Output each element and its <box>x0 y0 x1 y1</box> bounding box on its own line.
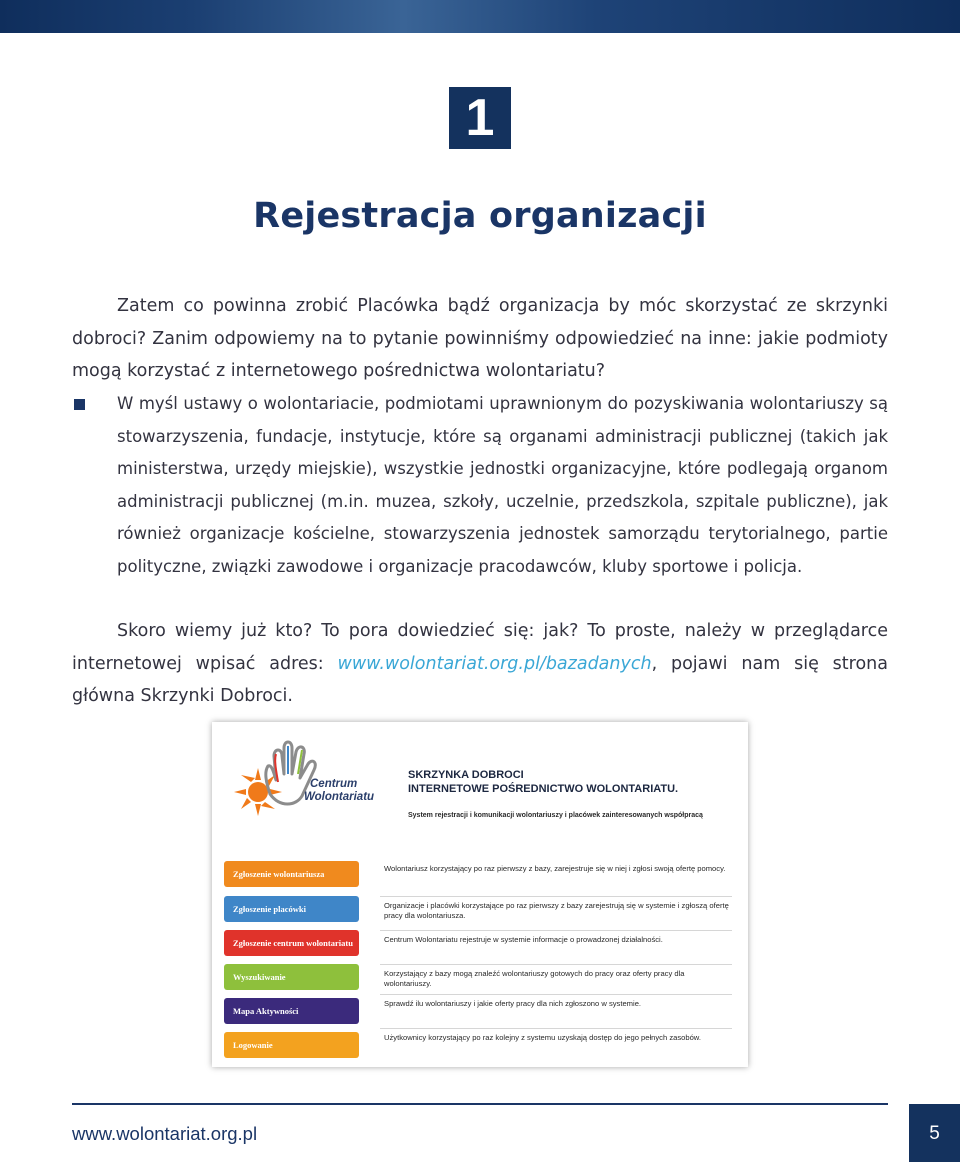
menu-button[interactable]: Zgłoszenie centrum wolontariatu <box>224 930 359 956</box>
description-item: Organizacje i placówki korzystające po raz pierwszy z bazy zarejestrują się w systemie i zgłoszą ofertę pracy dla wolontariusza. <box>380 896 732 921</box>
bullet-paragraph: W myśl ustawy o wolontariacie, podmiotami uprawnionym do pozyskiwania wolontariuszy są stowarzyszenia, fundacje, instytucje, które są organami administracji publicznej (takich jak ministerstwa, urzędy miejskie), wszystkie jednostki organizacyjne, które podlegają organom administracji publicznej (m.in. muzea, szkoły, uczelnie, przedszkola, szpitale publiczne), jak również organizacje kościelne, stowarzyszenia jednostek samorządu terytorialnego, partie polityczne, związki zawodowe i organizacje pracodawców, kluby sportowe i policja. <box>117 394 888 576</box>
footer-url[interactable]: www.wolontariat.org.pl <box>72 1123 258 1144</box>
bullet-square-icon <box>74 399 85 410</box>
description-item: Wolontariusz korzystający po raz pierwszy z bazy, zarejestruje się w niej i zgłosi swoją ofertę pomocy. <box>384 864 726 873</box>
screenshot-subheading: System rejestracji i komunikacji wolontariuszy i placówek zainteresowanych współpracą <box>408 812 703 819</box>
heading-line1: SKRZYNKA DOBROCI <box>408 769 524 781</box>
heading-line2: INTERNETOWE POŚREDNICTWO WOLONTARIATU. <box>408 783 679 795</box>
menu-button[interactable]: Wyszukiwanie <box>224 964 359 990</box>
website-screenshot <box>212 722 748 1067</box>
chapter-number: 1 <box>449 87 511 149</box>
instructions-text-after: , pojawi nam się strona główna Skrzynki Dobroci. <box>72 653 888 706</box>
menu-button[interactable]: Mapa Aktywności <box>224 998 359 1024</box>
description-item: Korzystający z bazy mogą znaleźć wolontariuszy gotowych do pracy oraz oferty pracy dla wolontariuszy. <box>380 964 732 989</box>
instructions-text-before: Skoro wiemy już kto? To pora dowiedzieć się: jak? To proste, należy w przeglądarce internetowej wpisać adres: <box>72 621 888 674</box>
database-link[interactable]: www.wolontariat.org.pl/bazadanych <box>337 653 652 674</box>
logo-text <box>304 778 374 804</box>
page-title: Rejestracja organizacji <box>253 196 707 236</box>
instructions-paragraph <box>72 615 888 713</box>
description-item: Centrum Wolontariatu rejestruje w systemie informacje o prowadzonej działalności. <box>380 930 732 945</box>
description-item: Sprawdź ilu wolontariuszy i jakie oferty pracy dla nich zgłoszono w systemie. <box>380 994 732 1009</box>
intro-paragraph: Zatem co powinna zrobić Placówka bądź organizacja by móc skorzystać ze skrzynki dobroci? Zanim odpowiemy na to pytanie powinniśmy odpowiedzieć na inne: jakie podmioty mogą korzystać z internetowego pośrednictwa wolontariatu? <box>72 296 888 381</box>
logo-text-line2: Wolontariatu <box>304 791 375 803</box>
page-number: 5 <box>909 1104 960 1162</box>
menu-button[interactable]: Logowanie <box>224 1032 359 1058</box>
footer-divider <box>72 1103 888 1105</box>
description-item: Użytkownicy korzystający po raz kolejny z systemu uzyskają dostęp do jego pełnych zasobów. <box>380 1028 732 1043</box>
menu-button[interactable]: Zgłoszenie placówki <box>224 896 359 922</box>
top-banner <box>0 0 960 33</box>
menu-button[interactable]: Zgłoszenie wolontariusza <box>224 861 359 887</box>
screenshot-heading <box>408 768 678 796</box>
logo-text-line1: Centrum <box>310 778 358 790</box>
